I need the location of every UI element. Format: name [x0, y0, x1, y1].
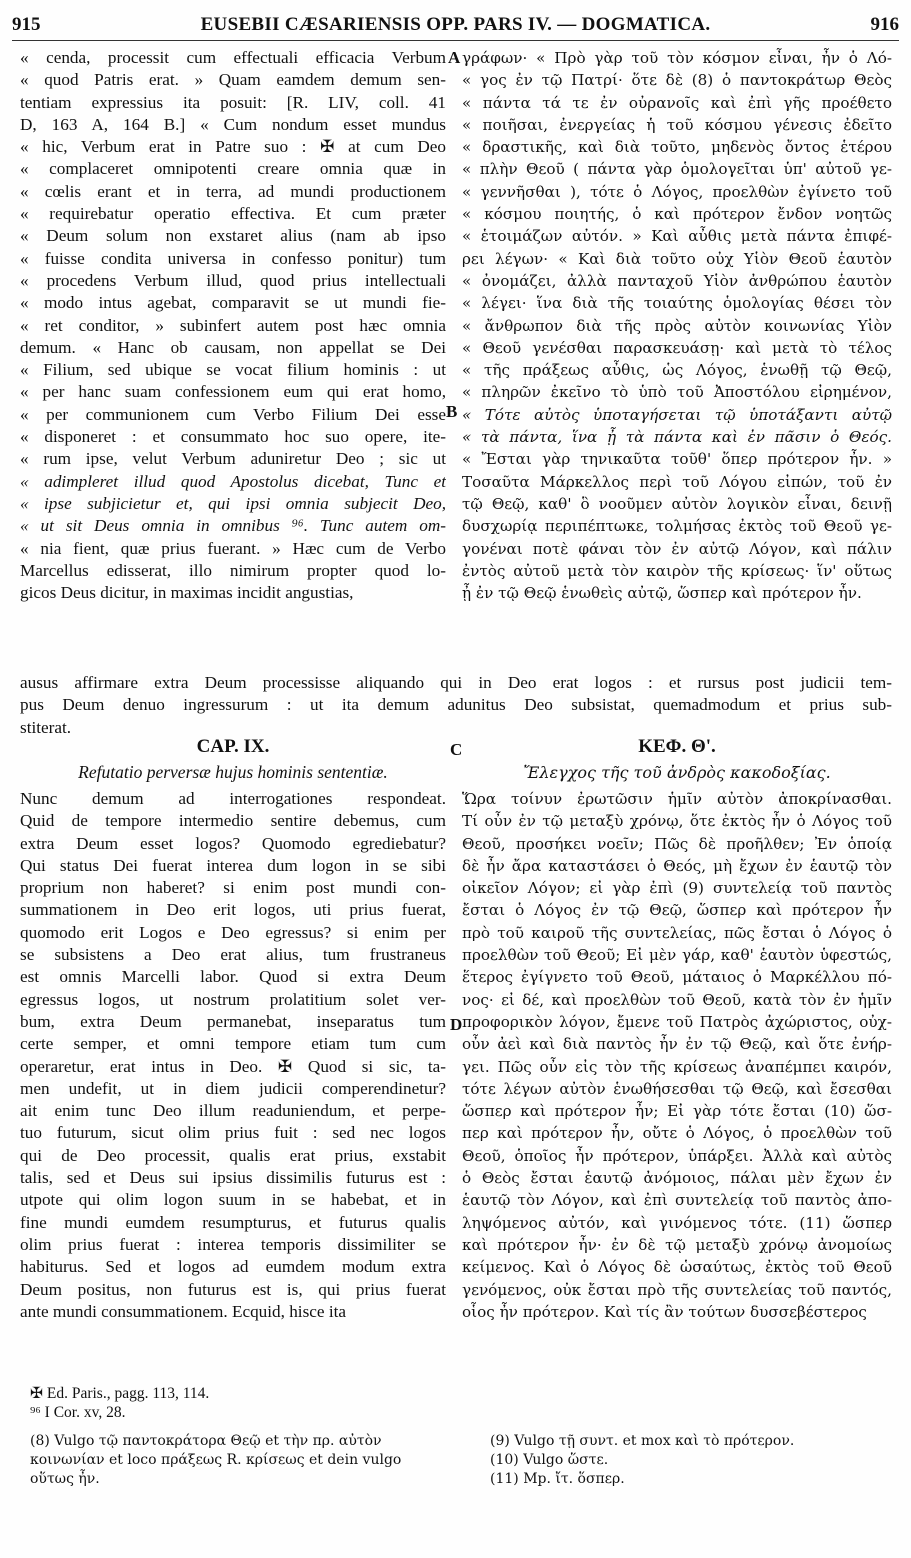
chapter-heading-latin: CAP. IX.	[196, 736, 270, 757]
text-line: καὶ πρότερον ἦν· ἐν δὲ τῷ μεταξὺ χρόνῳ ἀνομοίως	[462, 1235, 892, 1254]
text-line: egressus logos, ut nostrum prolatitium solet ver-	[20, 989, 446, 1009]
text-line: Marcellus edisserat, illo nimirum propter quod lo-	[20, 560, 446, 580]
text-line: οἷος ἦν πρότερον. Καὶ τίς ἂν τούτων δυσσεβέστερος	[462, 1302, 867, 1321]
text-line: ἔσται ὁ Λόγος ἐν τῷ Θεῷ, ὥσπερ καὶ πρότερον ἦν	[462, 901, 892, 920]
chapter-subtitle-greek: Ἔλεγχος τῆς τοῦ ἀνδρὸς κακοδοξίας.	[523, 763, 831, 782]
text-line: οὖν ἀεὶ καὶ διὰ παντὸς ἦν ἐν τῷ Θεῷ, καὶ ὅτε ἐνήρ-	[462, 1035, 892, 1054]
text-line: « rum ipse, velut Verbum aduniretur Deo ; sic ut	[20, 449, 446, 469]
text-line: bum, extra Deum permanebat, inseparatus tum	[20, 1011, 446, 1031]
footnote-line: οὕτως ἦν.	[30, 1471, 100, 1487]
text-line: ait enim tunc Deo illum readuniendum, et perpe-	[20, 1101, 446, 1121]
text-line: « πληρῶν ἐκεῖνο τὸ ὑπὸ τοῦ Ἀποστόλου εἰρημένον,	[462, 383, 892, 402]
footnotes-left-variants	[30, 1432, 401, 1489]
text-line: « modo intus agebat, comparavit se ut mundi fie-	[20, 293, 446, 313]
text-line: demum. « Hanc ob causam, non appellat se Dei	[20, 337, 446, 357]
margin-mark-d: D	[450, 1015, 463, 1034]
text-line: Θεοῦ, προσήκει νοεῖν; Πῶς δὲ προῆλθεν; Ἐν ὁποίᾳ	[462, 834, 892, 853]
text-line: gicos Deus dicitur, in maximas incidit angustias,	[20, 583, 354, 603]
text-line: « per hanc suam confessionem eum qui erat homo,	[20, 382, 446, 402]
text-line: ἐντὸς αὐτοῦ μετὰ τὸν καιρὸν τῆς κρίσεως· ἵν' οὕτως	[462, 561, 892, 580]
footnote-line: (11) Mp. ἴτ. ὅσπερ.	[490, 1471, 625, 1487]
text-line: olim prius fuerat : interea temporis dissimiliter se	[20, 1234, 446, 1254]
text-line: Τοσαῦτα Μάρκελλος περὶ τοῦ Λόγου εἰπών, τοῦ ἐν	[462, 472, 892, 491]
margin-mark-a: A	[448, 48, 461, 67]
text-line: « Τότε αὐτὸς ὑποταγήσεται τῷ ὑποτάξαντι αὐτῷ	[462, 405, 892, 424]
chapter-subtitle-latin: Refutatio perversæ hujus hominis sententiæ.	[78, 762, 388, 782]
text-line: « ut sit Deus omnia in omnibus ⁹⁶. Tunc autem om-	[20, 516, 446, 536]
text-line: προφορικὸν λόγον, ἔμενε τοῦ Πατρὸς ἀχώριστος, οὐχ-	[462, 1012, 892, 1031]
text-line: « ἄνθρωπον διὰ τῆς πρὸς αὐτὸν κοινωνίας Υἱὸν	[462, 316, 892, 335]
text-line: stiterat.	[20, 717, 72, 737]
text-line: se subsistens a Deo erat alius, tum frustraneus	[20, 945, 446, 965]
footnote-line: ✠ Ed. Paris., pagg. 113, 114.	[30, 1385, 210, 1402]
text-line: γράφων· « Πρὸ γὰρ τοῦ τὸν κόσμον εἶναι, ἦν ὁ Λό-	[462, 49, 892, 67]
text-line: Deum positus, non futurus est is, qui prius fuerat	[20, 1279, 446, 1299]
page-number-left: 915	[12, 14, 41, 35]
text-line: fine mundi eumdem resumpturus, et futurus qualis	[20, 1212, 446, 1232]
text-line: utpote qui olim logon suum in se habebat, et in	[20, 1190, 446, 1210]
text-line: τότε λέγων αὐτὸν ἑνωθήσεσθαι τῷ Θεῷ, καὶ ἔσεσθαι	[462, 1079, 892, 1098]
text-line: « ποιῆσαι, ἐνεργείας ἡ τοῦ κόσμου γένεσις ἐδεῖτο	[462, 115, 892, 134]
page-number-right: 916	[870, 14, 899, 35]
text-line: « λέγει· ἵνα διὰ τῆς τοιαύτης ὁμολογίας θέσει τὸν	[462, 294, 892, 313]
latin-column-top	[20, 47, 446, 604]
text-line: ὁ Θεὸς ἔσται ἑαυτῷ ἀνόμοιος, πάλαι μὲν ἔχων ἐν	[462, 1169, 892, 1188]
margin-mark-c: C	[450, 740, 463, 759]
text-line: ἕτερος ἐγίγνετο τοῦ Θεοῦ, μάταιος ὁ Μαρκέλλου πό-	[462, 968, 892, 987]
text-line: « requirebatur operatio effectiva. Et cum præter	[20, 204, 446, 224]
text-line: γενόμενος, οὐκ ἔσται πρὸ τῆς συντελείας τοῦ παντός,	[462, 1280, 892, 1299]
text-line: « γεννῆσθαι ), τότε ὁ Λόγος, προελθὼν ἐγίνετο τοῦ	[462, 182, 892, 201]
text-line: « Θεοῦ γενέσθαι παρασκευάσῃ· καὶ μετὰ τὸ τέλος	[462, 338, 892, 357]
greek-column-top	[462, 47, 892, 604]
text-line: ᾖ ἐν τῷ Θεῷ ἑνωθεὶς αὐτῷ, ὥσπερ καὶ πρότερον ἦν.	[462, 584, 862, 603]
text-line: « quod Patris erat. » Quam eamdem demum sen-	[20, 70, 446, 90]
text-line: proprium non haberet? si enim post mundi con-	[20, 878, 446, 898]
text-line: « ret conditor, » subinfert autem post hæc omnia	[20, 315, 446, 335]
text-line: Τί οὖν ἐν τῷ μεταξὺ χρόνῳ, ὅτε ἐκτὸς ἦν ὁ Λόγος τοῦ	[462, 812, 892, 831]
text-line: νος· εἰ δέ, καὶ προελθὼν τοῦ Θεοῦ, κατὰ τὸν ἐν ἡμῖν	[462, 990, 892, 1009]
text-line: « ἑτοιμάζων αὐτόν. » Καὶ αὖθις μετὰ πάντα ἐπιφέ-	[462, 227, 892, 246]
text-line: κείμενος. Καὶ ὁ Λόγος δὲ ὡσαύτως, ἐκτὸς τοῦ Θεοῦ	[462, 1258, 892, 1277]
footnote-line: κοινωνίαν et loco πράξεως R. κρίσεως et dein vulgo	[30, 1452, 402, 1468]
text-line: Qui status Dei fuerat interea dum logon in se sibi	[20, 855, 446, 875]
text-line: πρὸ τοῦ καιροῦ τῆς συντελείας, πῶς ἔσται ὁ Λόγος ὁ	[462, 923, 892, 942]
text-line: Ὥρα τοίνυν ἐρωτῶσιν ἡμῖν αὐτὸν ἀποκρίνασθαι.	[462, 790, 892, 808]
text-line: Nunc demum ad interrogationes respondeat.	[20, 789, 446, 808]
full-width-paragraph	[20, 672, 892, 739]
text-line: « cœlis erant et in terra, ad mundi productionem	[20, 181, 446, 201]
header-rule	[12, 40, 899, 41]
latin-column-bottom	[20, 788, 446, 1323]
text-line: pus Deum denuo ingressurum : ut ita demum adunitus Deo subsistat, quemadmodum et prius sub-	[20, 695, 892, 715]
text-line: περ καὶ πρότερον ἦν, οὔτε ὁ Λόγος, ὁ προελθὼν τοῦ	[462, 1124, 892, 1143]
text-line: οἰκεῖον Λόγον; εἰ γὰρ ἐπὶ (9) συντελείᾳ τοῦ παντὸς	[462, 879, 892, 898]
text-line: est omnis Marcelli labor. Quod si extra Deum	[20, 967, 446, 987]
text-line: « Filium, sed ubique se vocat filium hominis : ut	[20, 360, 446, 380]
footnotes-left	[30, 1384, 209, 1422]
text-line: tentiam expressius ita posuit: [R. LIV, coll. 41	[20, 92, 446, 112]
text-line: talis, sed et Deus sui ipsius dissimilis futurus est :	[20, 1168, 446, 1188]
text-line: « κόσμου ποιητής, ὁ καὶ πρότερον ἔνδον νοητῶς	[462, 205, 892, 224]
text-line: « hic, Verbum erat in Patre suo : ✠ at cum Deo	[20, 137, 446, 157]
text-line: « ὀνομάζει, ἀλλὰ πανταχοῦ Υἱὸν ἀνθρώπου ἑαυτὸν	[462, 271, 892, 290]
text-line: tuo futurum, sicut olim prius fuit : sed nec logos	[20, 1123, 446, 1143]
text-line: men undefit, ut in diem judicii comperendinetur?	[20, 1078, 446, 1098]
text-line: « γος ἐν τῷ Πατρί· ὅτε δὲ (8) ὁ παντοκράτωρ Θεὸς	[462, 71, 892, 90]
text-line: certe semper, et omni tempore etiam tum cum	[20, 1034, 446, 1054]
text-line: δυσχωρίᾳ περιπέπτωκε, τολμήσας ἐκτὸς τοῦ Θεοῦ γε-	[462, 517, 892, 536]
text-line: « τῆς πράξεως αὖθις, ὡς Λόγος, ἑνωθῇ τῷ Θεῷ,	[462, 361, 892, 380]
text-line: Θεοῦ, ὁποῖος ἦν πρότερον, ὑπάρξει. Ἀλλὰ καὶ αὐτὸς	[462, 1146, 892, 1165]
text-line: ληψόμενος αὐτόν, καὶ γινόμενος τότε. (11) ὥσπερ	[462, 1213, 892, 1232]
text-line: ausus affirmare extra Deum processisse aliquando qui in Deo erat logos : et rursus post judicii tem-	[20, 673, 892, 692]
text-line: « δραστικῆς, καὶ διὰ τοῦτο, μηδενὸς ὄντος ἑτέρου	[462, 138, 892, 157]
footnote-line: (8) Vulgo τῷ παντοκράτορα Θεῷ et τὴν πρ. αὐτὸν	[30, 1433, 382, 1449]
text-line: quomodo erit Logos e Deo egressus? si enim per	[20, 922, 446, 942]
text-line: operaretur, erat intus in Deo. ✠ Quod si sic, ta-	[20, 1056, 446, 1076]
text-line: « cenda, processit cum effectuali efficacia Verbum	[20, 48, 446, 67]
text-line: Quid de tempore intermedio sentire debemus, cum	[20, 811, 446, 831]
margin-mark-b: B	[446, 402, 458, 421]
text-line: ὥσπερ καὶ πρότερον ἦν; Εἰ γὰρ τότε ἔσται (10) ὥσ-	[462, 1102, 892, 1121]
text-line: « disponeret : et consummato hoc suo opere, ite-	[20, 427, 446, 447]
text-line: « complaceret omnipotenti creare omnia quæ in	[20, 159, 446, 179]
text-line: γονέναι ποτὲ φάναι τὸν ἐν αὐτῷ Λόγον, καὶ πάλιν	[462, 539, 892, 558]
footnote-line: (9) Vulgo τῇ συντ. et mox καὶ τὸ πρότερον.	[490, 1433, 795, 1449]
footnotes-right-variants	[490, 1432, 794, 1489]
text-line: « nia fient, quæ prius fuerant. » Hæc cum de Verbo	[20, 538, 446, 558]
text-line: ρει λέγων· « Καὶ διὰ τοῦτο οὐχ Υἱὸν Θεοῦ ἑαυτὸν	[462, 249, 892, 268]
chapter-heading-greek: ΚΕΦ. Θ'.	[638, 736, 716, 757]
text-line: « per communionem cum Verbo Filium Dei esse	[20, 404, 446, 424]
text-line: qui de Deo processit, qualis erat prius, exstabit	[20, 1145, 446, 1165]
text-line: « Deum solum non exstaret alius (nam ab ipso	[20, 226, 446, 246]
text-line: « adimpleret illud quod Apostolus dicebat, Tunc et	[20, 471, 446, 491]
running-title: EUSEBII CÆSARIENSIS OPP. PARS IV. — DOGMATICA.	[200, 14, 711, 35]
text-line: προελθὼν τοῦ Θεοῦ; Εἰ μὲν γάρ, καθ' ἑαυτὸν ὑφεστώς,	[462, 946, 892, 965]
text-line: extra Deum esset logos? Quomodo egrediebatur?	[20, 833, 446, 853]
text-line: « πλὴν Θεοῦ ( πάντα γὰρ ὁμολογεῖται ὑπ' αὐτοῦ γε-	[462, 160, 892, 179]
text-line: habiturus. Sed et logos ad eumdem modum extra	[20, 1257, 446, 1277]
text-line: summationem in Deo erit logos, uti prius fuerat,	[20, 900, 446, 920]
text-line: D, 163 A, 164 B.] « Cum nondum esset mundus	[20, 114, 446, 134]
text-line: « Ἔσται γὰρ τηνικαῦτα τοῦθ' ὅπερ πρότερον ἦν. »	[462, 450, 892, 469]
text-line: « ipse subjicietur et, qui ipsi omnia subjecit Deo,	[20, 493, 446, 513]
text-line: « τὰ πάντα, ἵνα ᾖ τὰ πάντα καὶ ἐν πᾶσιν ὁ Θεός.	[462, 428, 892, 447]
text-line: τῷ Θεῷ, καθ' ὃ νοοῦμεν αὐτὸν λογικὸν εἶναι, δεινῇ	[462, 494, 892, 513]
running-header	[12, 8, 899, 38]
footnote-line: (10) Vulgo ὥστε.	[490, 1452, 609, 1468]
greek-column-bottom	[462, 788, 892, 1323]
text-line: « fuisse condita universa in confesso ponitur) tum	[20, 248, 446, 268]
text-line: ante mundi consummationem. Ecquid, hisce ita	[20, 1301, 347, 1321]
footnote-line: ⁹⁶ I Cor. xv, 28.	[30, 1404, 126, 1421]
text-line: ἑαυτῷ τὸν Λόγον, καὶ ἐπὶ συντελείᾳ τοῦ παντὸς ἀπο-	[462, 1191, 892, 1210]
text-line: γει. Πῶς οὖν εἰς τὸν τῆς κρίσεως ἀναπέμπει καιρόν,	[462, 1057, 892, 1076]
text-line: « πάντα τά τε ἐν οὐρανοῖς καὶ ἐπὶ γῆς προέθετο	[462, 93, 892, 112]
text-line: « procedens Verbum illud, quod prius intellectuali	[20, 270, 446, 290]
text-line: δὲ ἦν ἄρα καταστάσει ὁ Θεός, μὴ ἔχων ἐν ἑαυτῷ τὸν	[462, 856, 892, 875]
